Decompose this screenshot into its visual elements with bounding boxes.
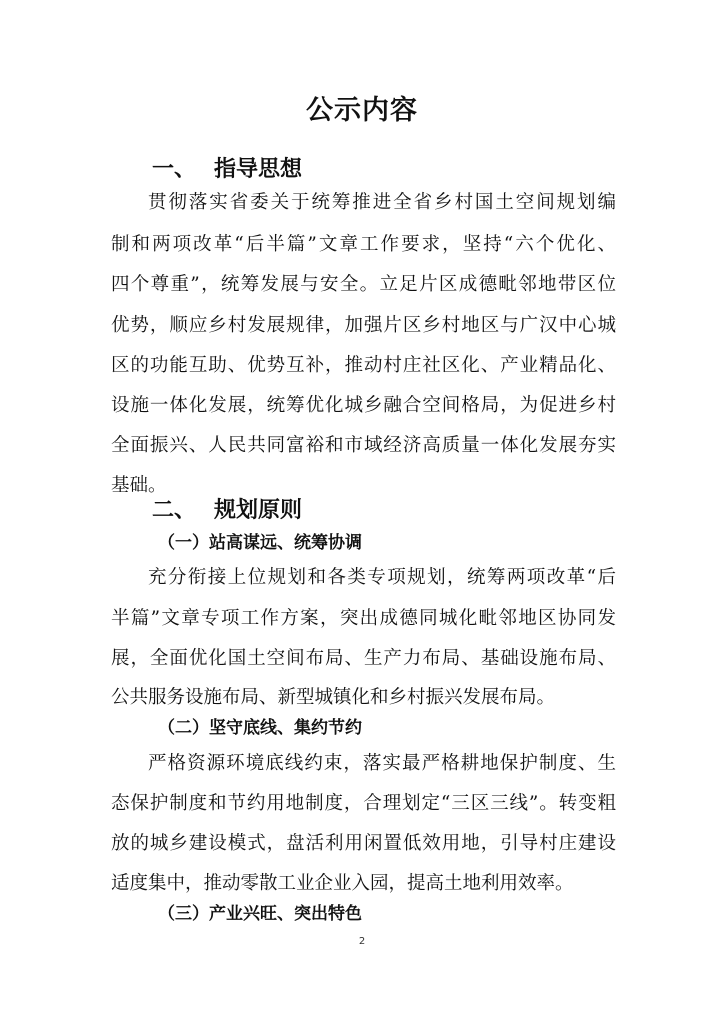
paragraph-line: 半篇”文章专项工作方案，突出成德同城化毗邻地区协同发 xyxy=(111,608,616,629)
paragraph-line: 四个尊重”，统筹发展与安全。立足片区成德毗邻地带区位 xyxy=(111,274,616,295)
paragraph-line: 制和两项改革“后半篇”文章工作要求，坚持“六个优化、 xyxy=(111,234,616,255)
paragraph-line: 适度集中，推动零散工业企业入园，提高土地利用效率。 xyxy=(111,873,574,894)
paragraph-line: 优势，顺应乡村发展规律，加强片区乡村地区与广汉中心城 xyxy=(111,315,616,336)
paragraph-line: 展，全面优化国土空间布局、生产力布局、基础设施布局、 xyxy=(111,648,616,669)
subsection-heading: （三）产业兴旺、突出特色 xyxy=(158,904,362,924)
document-title: 公示内容 xyxy=(306,95,418,126)
section-heading-guiding-ideology xyxy=(152,152,302,183)
paragraph-line: 全面振兴、人民共同富裕和市域经济高质量一体化发展夯实 xyxy=(111,435,616,456)
section-number: 二、 xyxy=(152,498,197,523)
paragraph-line: 严格资源环境底线约束，落实最严格耕地保护制度、生 xyxy=(148,753,616,774)
paragraph-line: 贯彻落实省委关于统筹推进全省乡村国土空间规划编 xyxy=(148,192,616,213)
subsection-heading: （一）站高谋远、统筹协调 xyxy=(158,533,362,553)
section-heading-planning-principles xyxy=(152,493,302,524)
section-title: 指导思想 xyxy=(214,157,303,182)
section-number: 一、 xyxy=(152,157,197,182)
paragraph-line: 公共服务设施布局、新型城镇化和乡村振兴发展布局。 xyxy=(111,687,556,708)
section-title: 规划原则 xyxy=(214,498,303,523)
paragraph-line: 区的功能互助、优势互补，推动村庄社区化、产业精品化、 xyxy=(111,355,616,376)
page-number: 2 xyxy=(358,936,366,947)
paragraph-line: 态保护制度和节约用地制度，合理划定“三区三线”。转变粗 xyxy=(111,793,616,814)
paragraph-line: 基础。 xyxy=(111,475,167,496)
paragraph-line: 充分衔接上位规划和各类专项规划，统筹两项改革“后 xyxy=(148,567,616,588)
paragraph-line: 放的城乡建设模式，盘活利用闲置低效用地，引导村庄建设 xyxy=(111,833,616,854)
paragraph-line: 设施一体化发展，统筹优化城乡融合空间格局，为促进乡村 xyxy=(111,395,616,416)
subsection-heading: （二）坚守底线、集约节约 xyxy=(158,718,362,738)
